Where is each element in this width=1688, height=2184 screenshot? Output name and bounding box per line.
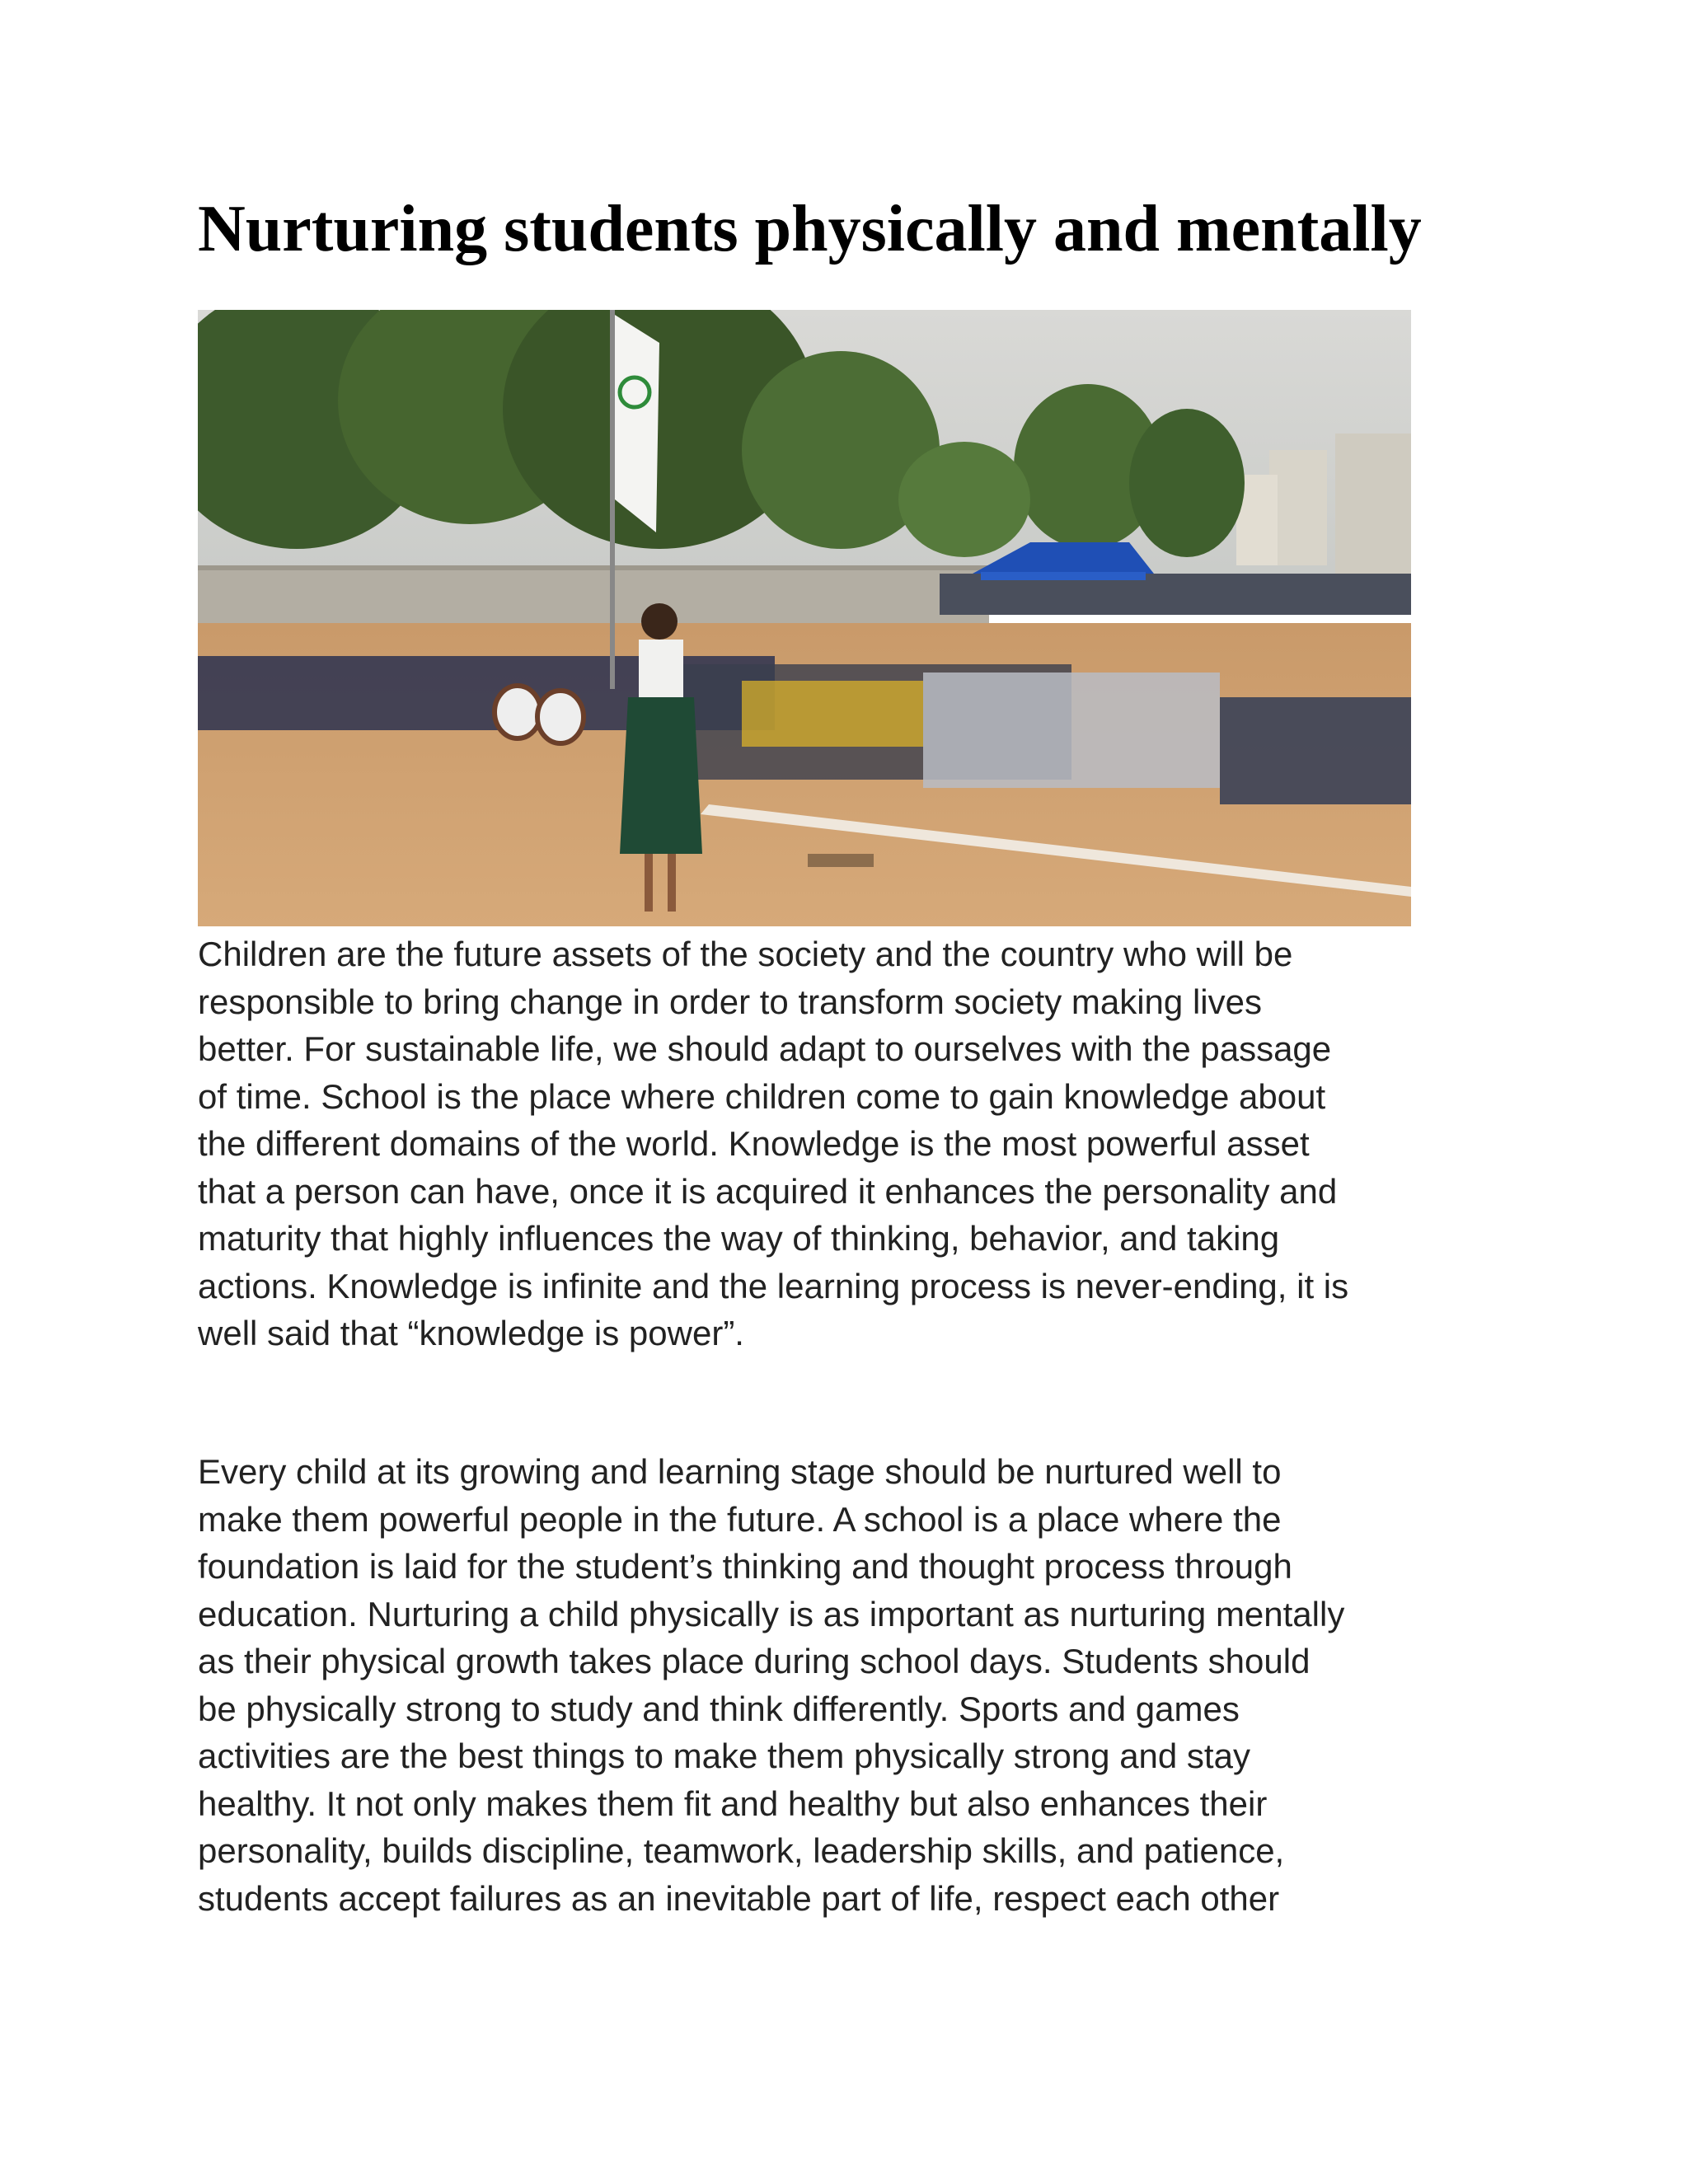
text-line: education. Nurturing a child physically is as important as nurturing mentally bbox=[198, 1594, 1345, 1633]
text-line: foundation is laid for the student’s thinking and thought process through bbox=[198, 1547, 1292, 1586]
page-title: Nurturing students physically and mentally bbox=[198, 193, 1422, 265]
text-line: well said that “knowledge is power”. bbox=[198, 1314, 744, 1352]
text-line: as their physical growth takes place during school days. Students should bbox=[198, 1642, 1311, 1680]
text-line: Children are the future assets of the society and the country who will be bbox=[198, 935, 1293, 973]
text-line: healthy. It not only makes them fit and healthy but also enhances their bbox=[198, 1783, 1268, 1823]
text-line: maturity that highly influences the way of thinking, behavior, and taking bbox=[198, 1219, 1280, 1258]
text-line: better. For sustainable life, we should adapt to ourselves with the passage bbox=[198, 1029, 1332, 1068]
text-line: activities are the best things to make them physically strong and stay bbox=[198, 1736, 1250, 1775]
text-line: of time. School is the place where children come to gain knowledge about bbox=[198, 1076, 1326, 1116]
paragraph-intro bbox=[198, 930, 1517, 1357]
text-line: the different domains of the world. Knowledge is the most powerful asset bbox=[198, 1124, 1310, 1163]
text-line: be physically strong to study and think differently. Sports and games bbox=[198, 1689, 1240, 1728]
text-line: personality, builds discipline, teamwork, leadership skills, and patience, bbox=[198, 1831, 1285, 1870]
text-line: students accept failures as an inevitable part of life, respect each other bbox=[198, 1878, 1280, 1918]
paragraph-nurturing bbox=[198, 1448, 1517, 1922]
school-assembly-photo bbox=[198, 310, 1411, 926]
text-line: responsible to bring change in order to transform society making lives bbox=[198, 982, 1262, 1021]
text-line: Every child at its growing and learning stage should be nurtured well to bbox=[198, 1452, 1282, 1491]
text-line: make them powerful people in the future. A school is a place where the bbox=[198, 1499, 1282, 1539]
text-line: that a person can have, once it is acquired it enhances the personality and bbox=[198, 1171, 1338, 1211]
text-line: actions. Knowledge is infinite and the learning process is never-ending, it is bbox=[198, 1266, 1349, 1305]
